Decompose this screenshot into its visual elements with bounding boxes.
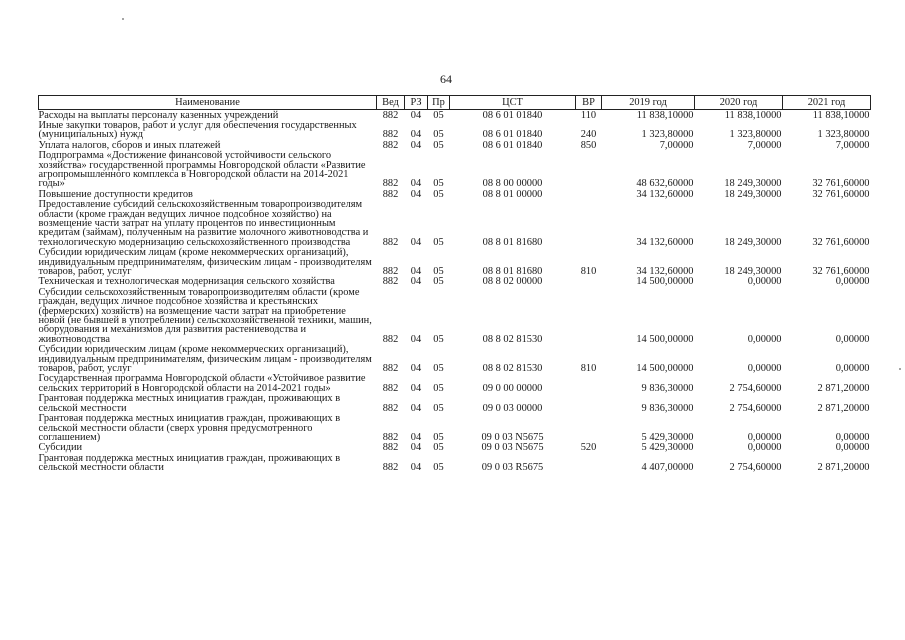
row-2021: 0,00000 — [835, 333, 870, 345]
row-2020: 7,00000 — [747, 139, 782, 151]
row-2019: 5 429,30000 — [641, 442, 694, 454]
row-pr: 05 — [433, 109, 444, 121]
row-2021: 11 838,10000 — [812, 109, 870, 121]
row-2020: 0,00000 — [747, 363, 782, 375]
row-pr: 05 — [433, 431, 444, 443]
table-body — [39, 110, 871, 474]
header-rz: РЗ — [405, 96, 428, 110]
row-ved: 882 — [382, 402, 399, 414]
row-pr: 05 — [433, 139, 444, 151]
row-ved: 882 — [382, 431, 399, 443]
row-cst: 08 8 02 00000 — [482, 276, 543, 288]
row-vr — [576, 277, 602, 287]
table-row — [39, 248, 871, 277]
row-name: Грантовая поддержка местных инициатив граждан, проживающих в сельской местности области — [38, 452, 341, 474]
table-row — [39, 189, 871, 199]
row-2021: 0,00000 — [835, 431, 870, 443]
row-name: Подпрограмма «Достижение финансовой устойчивости сельского хозяйства» государственной программы Новгородской области «Развитие агропромышленного комплекса в Новгородской области на 2014-2021 годы» — [38, 150, 366, 190]
row-ved: 882 — [382, 442, 399, 454]
row-2019: 34 132,60000 — [636, 236, 694, 248]
row-2020: 2 754,60000 — [729, 402, 782, 414]
table-row — [39, 414, 871, 443]
table-row — [39, 110, 871, 121]
scan-speck — [899, 368, 901, 370]
budget-table — [38, 95, 871, 473]
header-name: Наименование — [39, 96, 377, 110]
table-row — [39, 443, 871, 453]
row-ved: 882 — [382, 139, 399, 151]
row-ved: 882 — [382, 236, 399, 248]
row-2019: 34 132,60000 — [636, 188, 694, 200]
row-name: Государственная программа Новгородской области «Устойчивое развитие сельских территорий в Новгородской области на 2014-2021 годы» — [38, 373, 366, 394]
row-cst: 08 8 00 00000 — [482, 178, 543, 190]
row-vr: 810 — [580, 266, 597, 277]
row-vr: 850 — [580, 139, 597, 151]
row-rz: 04 — [410, 431, 422, 443]
row-pr: 05 — [433, 266, 444, 277]
row-rz: 04 — [410, 129, 422, 141]
row-rz: 04 — [410, 139, 422, 151]
row-cst: 08 6 01 01840 — [482, 129, 543, 141]
row-ved: 882 — [382, 276, 399, 288]
row-rz: 04 — [410, 442, 422, 454]
row-ved: 882 — [382, 462, 399, 474]
header-2020: 2020 год — [695, 96, 783, 110]
row-pr: 05 — [433, 333, 444, 345]
row-rz: 04 — [410, 402, 422, 414]
table-row — [39, 345, 871, 374]
row-2021: 0,00000 — [835, 442, 870, 454]
row-cst: 09 0 03 N5675 — [481, 431, 544, 443]
row-2021: 32 761,60000 — [812, 266, 870, 277]
row-pr: 05 — [433, 382, 444, 394]
row-ved: 882 — [382, 333, 399, 345]
row-vr — [576, 151, 602, 190]
row-name: Иные закупки товаров, работ и услуг для обеспечения государственных (муниципальных) нужд — [38, 119, 357, 141]
row-ved: 882 — [382, 188, 399, 200]
row-ved: 882 — [382, 363, 399, 375]
row-2020: 18 249,30000 — [724, 178, 782, 190]
table-row — [39, 453, 871, 473]
row-name: Повышение доступности кредитов — [38, 188, 193, 200]
row-rz: 04 — [410, 382, 422, 394]
row-vr: 810 — [580, 363, 597, 375]
header-ved: Вед — [377, 96, 405, 110]
row-2019: 14 500,00000 — [636, 333, 694, 345]
row-cst: 08 6 01 01840 — [482, 109, 543, 121]
header-vr: ВР — [576, 96, 602, 110]
row-pr: 05 — [433, 188, 444, 200]
row-2021: 1 323,80000 — [817, 129, 870, 141]
row-2019: 9 836,30000 — [641, 402, 694, 414]
table-row — [39, 277, 871, 287]
row-cst: 08 6 01 01840 — [482, 139, 543, 151]
row-cst: 09 0 00 00000 — [482, 382, 543, 394]
row-name: Субсидии — [38, 442, 83, 454]
header-2021: 2021 год — [783, 96, 871, 110]
row-cst: 09 0 03 00000 — [482, 402, 543, 414]
row-2021: 2 871,20000 — [817, 382, 870, 394]
header-cst: ЦСТ — [450, 96, 576, 110]
row-2019: 7,00000 — [659, 139, 694, 151]
row-2020: 0,00000 — [747, 333, 782, 345]
row-name: Предоставление субсидий сельскохозяйственным товаропроизводителям области (кроме граждан ведущих личное подсобное хозяйство) на возмещение части затрат на уплату процентов по инвестиционным кредитам (займам), полученным на развитие молочного животноводства и технологическую модернизацию сельскохозяйственного производства — [38, 199, 369, 248]
table-row — [39, 151, 871, 190]
row-vr — [576, 189, 602, 199]
table-row — [39, 374, 871, 394]
row-2019: 48 632,60000 — [636, 178, 694, 190]
row-2020: 18 249,30000 — [724, 236, 782, 248]
row-rz: 04 — [410, 333, 422, 345]
table-row — [39, 394, 871, 414]
row-2021: 32 761,60000 — [812, 178, 870, 190]
row-name: Техническая и технологическая модернизация сельского хозяйства — [38, 276, 335, 288]
row-name: Субсидии юридическим лицам (кроме некоммерческих организаций), индивидуальным предпринимателям, физическим лицам - производителям товаров, работ, услуг — [38, 344, 372, 375]
table-header — [39, 96, 871, 110]
row-rz: 04 — [410, 276, 422, 288]
page-number: 64 — [440, 72, 452, 86]
row-cst: 09 0 03 N5675 — [481, 442, 544, 454]
row-name: Расходы на выплаты персоналу казенных учреждений — [38, 109, 279, 121]
row-rz: 04 — [410, 462, 422, 474]
row-2019: 1 323,80000 — [641, 129, 694, 141]
row-rz: 04 — [410, 266, 422, 277]
row-2021: 2 871,20000 — [817, 462, 870, 474]
row-rz: 04 — [410, 178, 422, 190]
header-row — [39, 96, 871, 110]
row-pr: 05 — [433, 462, 444, 474]
row-ved: 882 — [382, 382, 399, 394]
row-2021: 0,00000 — [835, 276, 870, 288]
table-row — [39, 140, 871, 150]
row-name: Субсидии сельскохозяйственным товаропроизводителям области (кроме граждан, ведущих личное подсобное хозяйства и крестьянских (фермерских) хозяйств) на возмещение части затрат на приобретение новой (не бывшей в употреблении) сельскохозяйственной техники, машин, оборудования и механизмов для развития растениеводства и животноводства — [38, 286, 372, 345]
row-pr: 05 — [433, 236, 444, 248]
row-vr: 520 — [580, 442, 597, 454]
row-cst: 09 0 03 R5675 — [481, 462, 544, 474]
row-vr: 240 — [580, 129, 597, 141]
row-cst: 08 8 02 81530 — [482, 333, 543, 345]
row-2019: 4 407,00000 — [641, 462, 694, 474]
row-2020: 0,00000 — [747, 431, 782, 443]
row-pr: 05 — [433, 442, 444, 454]
row-ved: 882 — [382, 178, 399, 190]
row-name: Грантовая поддержка местных инициатив граждан, проживающих в сельской местности — [38, 393, 341, 414]
row-2021: 32 761,60000 — [812, 188, 870, 200]
row-cst: 08 8 01 00000 — [482, 188, 543, 200]
row-pr: 05 — [433, 363, 444, 375]
row-2020: 18 249,30000 — [724, 266, 782, 277]
row-ved: 882 — [382, 266, 399, 277]
row-vr — [576, 394, 602, 414]
scan-speck — [122, 18, 124, 20]
row-name: Грантовая поддержка местных инициатив граждан, проживающих в сельской местности области (сверх уровня предусмотренного соглашением) — [38, 413, 341, 443]
row-2019: 5 429,30000 — [641, 431, 694, 443]
row-2020: 2 754,60000 — [729, 462, 782, 474]
row-cst: 08 8 02 81530 — [482, 363, 543, 375]
row-rz: 04 — [410, 188, 422, 200]
row-2021: 32 761,60000 — [812, 236, 870, 248]
row-2019: 14 500,00000 — [636, 276, 694, 288]
row-2019: 34 132,60000 — [636, 266, 694, 277]
table-row — [39, 200, 871, 248]
table-row — [39, 120, 871, 140]
row-vr — [576, 453, 602, 473]
table-row — [39, 287, 871, 344]
row-2020: 0,00000 — [747, 276, 782, 288]
row-rz: 04 — [410, 363, 422, 375]
row-vr: 110 — [580, 109, 597, 121]
row-vr — [576, 374, 602, 394]
row-2020: 18 249,30000 — [724, 188, 782, 200]
row-rz: 04 — [410, 236, 422, 248]
row-2021: 7,00000 — [835, 139, 870, 151]
header-2019: 2019 год — [602, 96, 695, 110]
row-pr: 05 — [433, 178, 444, 190]
row-cst: 08 8 01 81680 — [482, 266, 543, 277]
header-pr: Пр — [428, 96, 450, 110]
row-2020: 0,00000 — [747, 442, 782, 454]
row-vr — [576, 287, 602, 344]
row-2019: 14 500,00000 — [636, 363, 694, 375]
row-cst: 08 8 01 81680 — [482, 236, 543, 248]
row-ved: 882 — [382, 129, 399, 141]
row-2019: 11 838,10000 — [636, 109, 694, 121]
row-rz: 04 — [410, 109, 422, 121]
row-vr — [576, 200, 602, 248]
row-2021: 2 871,20000 — [817, 402, 870, 414]
row-ved: 882 — [382, 109, 399, 121]
row-pr: 05 — [433, 129, 444, 141]
row-2020: 2 754,60000 — [729, 382, 782, 394]
row-name: Уплата налогов, сборов и иных платежей — [38, 139, 221, 151]
row-2020: 11 838,10000 — [724, 109, 782, 121]
row-2019: 9 836,30000 — [641, 382, 694, 394]
row-name: Субсидии юридическим лицам (кроме некоммерческих организаций), индивидуальным предпринимателям, физическим лицам - производителям товаров, работ, услуг — [38, 247, 372, 277]
row-vr — [576, 414, 602, 443]
row-2020: 1 323,80000 — [729, 129, 782, 141]
row-pr: 05 — [433, 276, 444, 288]
row-2021: 0,00000 — [835, 363, 870, 375]
row-pr: 05 — [433, 402, 444, 414]
